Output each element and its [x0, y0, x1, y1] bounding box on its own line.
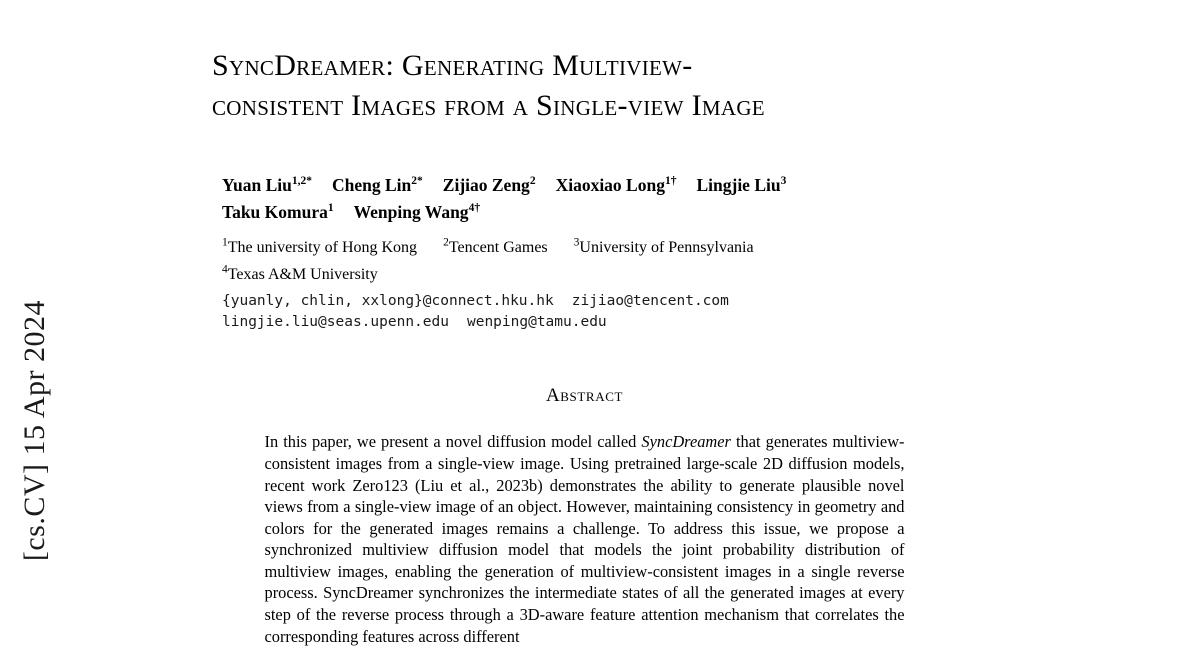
- author-item: [354, 197, 480, 224]
- author-affiliation-marker: 1: [327, 201, 334, 214]
- author-name: Lingjie Liu: [696, 174, 781, 195]
- abstract-model-name: SyncDreamer: [641, 432, 731, 452]
- author-name: Zijiao Zeng: [442, 174, 530, 195]
- author-name: Wenping Wang: [353, 201, 469, 222]
- abstract-text-part-1: In this paper, we present a novel diffusion model called: [264, 432, 642, 452]
- affiliation-item: [573, 236, 754, 256]
- author-list: [222, 170, 957, 224]
- author-name: Taku Komura: [222, 201, 328, 222]
- email-address[interactable]: lingjie.liu@seas.upenn.edu: [222, 314, 449, 331]
- author-item: [332, 170, 423, 197]
- affiliation-list: [222, 232, 957, 287]
- author-affiliation-marker: 4†: [468, 201, 481, 214]
- author-affiliation-marker: 1,2*: [291, 175, 313, 187]
- email-address[interactable]: zijiao@tencent.com: [571, 293, 729, 310]
- title-line-2: consistent Images from a Single-view Image: [212, 89, 765, 122]
- affiliation-item: [443, 236, 548, 256]
- affiliation-marker: 1: [222, 236, 228, 249]
- author-name: Yuan Liu: [222, 174, 292, 195]
- affiliation-marker: 4: [222, 263, 228, 276]
- affiliation-name: Tencent Games: [448, 238, 548, 256]
- author-item: [222, 197, 334, 224]
- abstract-text-part-2: that generates multiview-consistent images from a single-view image. Using pretrained large-scale 2D diffusion models, recent work Zero123 (Liu et al., 2023b) demonstrates the ability to generate plausible novel views from a single-view image of an object. However, maintaining consistency in geometry and colors for the generated images remains a challenge. To address this issue, we propose a synchronized multiview diffusion model that models the joint probability distribution of multiview images, enabling the generation of multiview-consistent images in a single reverse process. SyncDreamer synchronizes the intermediate states of all the generated images at every step of the reverse process through a 3D-aware feature attention mechanism that correlates the corresponding features across different: [264, 432, 905, 646]
- paper-column: [212, 0, 957, 647]
- author-affiliation-marker: 2*: [411, 175, 423, 187]
- email-row: [222, 312, 957, 333]
- author-item: [443, 170, 536, 197]
- page-title: [212, 46, 957, 126]
- title-line-1: SyncDreamer: Generating Multiview-: [212, 49, 693, 82]
- author-affiliation-marker: 2: [529, 175, 536, 187]
- abstract-text: [265, 431, 905, 647]
- author-emails: [222, 291, 957, 333]
- affiliation-marker: 3: [573, 236, 580, 249]
- email-address[interactable]: wenping@tamu.edu: [466, 314, 607, 331]
- author-item: [696, 170, 786, 197]
- affiliation-marker: 2: [443, 236, 449, 249]
- author-name: Xiaoxiao Long: [555, 174, 665, 195]
- affiliation-item: [222, 236, 418, 256]
- author-name: Cheng Lin: [332, 174, 412, 195]
- affiliation-item: [222, 263, 378, 284]
- affiliation-name: Texas A&M University: [227, 266, 378, 284]
- affiliation-name: University of Pennsylvania: [579, 238, 754, 256]
- abstract-heading: Abstract: [545, 385, 624, 407]
- affiliation-name: The university of Hong Kong: [227, 238, 418, 256]
- author-item: [222, 170, 312, 197]
- arxiv-vertical-stamp: [cs.CV] 15 Apr 2024: [18, 300, 51, 562]
- email-address[interactable]: {yuanly, chlin, xxlong}@connect.hku.hk: [222, 293, 554, 310]
- author-item: [556, 170, 677, 197]
- email-row: [222, 291, 957, 312]
- author-affiliation-marker: 1†: [664, 175, 677, 187]
- author-affiliation-marker: 3: [780, 175, 787, 187]
